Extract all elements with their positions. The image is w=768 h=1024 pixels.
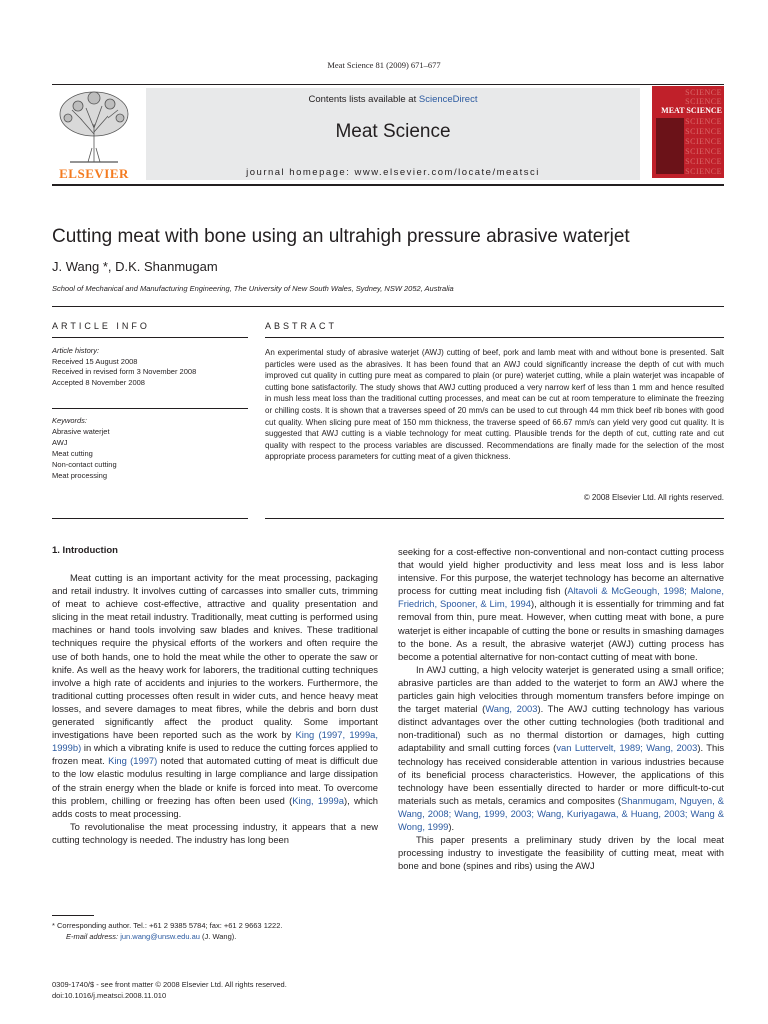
article-title: Cutting meat with bone using an ultrahigh pressure abrasive waterjet	[52, 226, 630, 247]
cover-title: MEAT SCIENCE	[661, 106, 722, 115]
article-history	[52, 346, 248, 388]
footnote-rule	[52, 915, 94, 916]
paragraph: To revolutionalise the meat processing industry, it appears that a new cutting technology is needed. The industry has long been	[52, 820, 378, 845]
cover-word: SCIENCE	[685, 167, 722, 176]
cover-word: SCIENCE	[685, 127, 722, 136]
footnote-email-line	[52, 931, 378, 942]
text-run: ), which adds costs to meat processing.	[52, 794, 378, 819]
running-head: Meat Science 81 (2009) 671–677	[327, 60, 441, 70]
contents-line	[146, 94, 640, 105]
affiliation: School of Mechanical and Manufacturing Engineering, The University of New South Wales, Sydney, NSW 2052, Australia	[52, 284, 454, 293]
abstract-rule	[265, 337, 724, 338]
intro-heading: 1. Introduction	[52, 545, 118, 556]
keywords-list	[52, 415, 248, 481]
abstract-text: An experimental study of abrasive waterjet (AWJ) cutting of beef, pork and lamb meat with and without bone is presented. Salt particles were used as the abrasives. It has been found that an AWJ could significantly increase the depth of cut with much improved cut quality in cutting pure meat as compared to plain (or pure) waterjet cutting, while a plain waterjet was incapable of cutting bone satisfactorily. The study shows that AWJ cutting produced a very narrow kerf of less than 1 mm and hence resulted in mush less meat loss than the traditional cutting processes, and meat can be cut at room temperature to eliminate the freezing or chilling costs. It is shown that a traverses speed of 20 mm/s can be used to cut through 44 mm thick beef rib bones with good cut quality. When slicing pure meat of 150 mm thickness, the traverse speed of 66.67 mm/s can yield very good cut quality. It is suggested that AWJ cutting is a viable technology for meat cutting. Plausible trends for the depth of cut, cutting rate and cut quality with respect to the process variables are discussed. Recommendations are finally made for the selection of the most appropriate process parameters for cutting meat of a given thickness.	[265, 348, 724, 462]
revised-date: Received in revised form 3 November 2008	[52, 367, 197, 376]
keyword: Meat processing	[52, 471, 108, 480]
cover-word: SCIENCE	[685, 97, 722, 106]
citation-link[interactable]: King (1997)	[108, 755, 158, 767]
citation-link[interactable]: King (1997, 1999a, 1999b)	[52, 729, 378, 754]
text-run: noted that automated cutting of meat is difficult due to the low elastic modulus resulting in large compliance and large dissipation of the strain energy when the blade or knife is forced into meat. To overcome this problem, chilling or freezing has often been used (	[52, 755, 379, 806]
keyword: Meat cutting	[52, 449, 93, 458]
text-run: Meat cutting is an important activity for the meat processing, packaging and retail industry. It involves cutting of carcasses into smaller cuts, trimming of meat to achieve cost-effective, attractive and quality presentation and slicing in the meat retail industry. Traditionally, meat cutting is performed using machines or hand tools involving saw blades and knives. These traditional techniques require the physical efforts of the workers and often require the use of both hands, one to hold the meat while the other to operate the saw or knife. As well as the heavy work for laborers, the traditional cutting techniques involve a high rate of accidents and injuries to the workers. Furthermore, the traditional cutting processes often result in wider cuts, and hence heavy meat losses, and severe damages to meat fibres, while the debris and born dust generated significantly affect the product quality. Some important investigations have been reported such as the work by	[52, 572, 378, 741]
issn-block	[52, 980, 452, 1001]
cover-word: SCIENCE	[685, 137, 722, 146]
history-heading: Article history:	[52, 346, 100, 355]
meta-divider	[52, 306, 724, 307]
journal-cover-image[interactable]	[652, 86, 724, 178]
authors: J. Wang *, D.K. Shanmugam	[52, 259, 218, 274]
text-run: ). This technology has received considerable attention in various industries because of its beneficial process characteristics. However, the applications of this technology have been essentially directed to harder or more difficult-to-cut materials such as metals, ceramics and composites (	[398, 742, 725, 806]
contents-prefix: Contents lists available at	[308, 94, 419, 105]
text-run: ). The AWJ cutting technology has various distinct advantages over the other cutting technologies (both traditional and non-traditional) such as no thermal distortion or damages, high cutting adaptability and small cutting forces (	[398, 703, 724, 754]
article-info-rule	[52, 337, 248, 338]
banner-top-rule	[52, 84, 724, 85]
keywords-heading: Keywords:	[52, 416, 88, 425]
email-suffix: (J. Wang).	[199, 932, 237, 941]
cover-word: SCIENCE	[685, 157, 722, 166]
paragraph: This paper presents a preliminary study driven by the local meat processing industry to investigate the feasibility of cutting meat, meat with bone and bone (spines and ribs) using the AWJ	[398, 834, 724, 872]
cover-word: SCIENCE	[685, 88, 722, 97]
cover-word: SCIENCE	[685, 117, 722, 126]
accepted-date: Accepted 8 November 2008	[52, 377, 145, 387]
abstract-bottom-rule	[265, 518, 724, 519]
sciencedirect-link[interactable]: ScienceDirect	[418, 94, 478, 105]
keyword: Abrasive waterjet	[52, 427, 110, 436]
journal-title: Meat Science	[335, 121, 451, 142]
received-date: Received 15 August 2008	[52, 356, 138, 366]
paragraph	[52, 571, 378, 820]
email-link[interactable]: jun.wang@unsw.edu.au	[120, 932, 200, 941]
article-info-label: ARTICLE INFO	[52, 321, 150, 331]
cover-photo	[656, 118, 684, 174]
abstract-copyright: © 2008 Elsevier Ltd. All rights reserved.	[583, 493, 724, 502]
citation-link[interactable]: King, 1999a	[292, 794, 344, 806]
keywords-rule	[52, 408, 248, 409]
paragraph	[398, 545, 724, 663]
citation-link[interactable]: van Luttervelt, 1989; Wang, 2003	[556, 742, 698, 754]
text-run: seeking for a cost-effective non-conventional and non-contact cutting process that would yield higher productivity and less meat loss and is less labor intensive. For this purpose, the waterjet technology has become an alternative process for cutting meat including fish (	[398, 546, 724, 597]
paragraph	[398, 663, 724, 833]
text-run: In AWJ cutting, a high velocity waterjet is generated using a small orifice; abrasive particles are than added to the waterjet to form an AWJ where the particles gain high velocities through momentum transfers before impinge on the target material (	[398, 663, 724, 715]
publisher-wordmark: ELSEVIER	[59, 166, 129, 181]
journal-homepage-link[interactable]: journal homepage: www.elsevier.com/locate/meatsci	[246, 167, 540, 178]
abstract-label: ABSTRACT	[265, 321, 338, 331]
body-column-left	[52, 571, 378, 846]
citation-link[interactable]: Wang, 2003	[485, 703, 538, 715]
cover-word: SCIENCE	[685, 147, 722, 156]
article-info-bottom-rule	[52, 518, 248, 519]
citation-link[interactable]: Altavoli & McGeough, 1998; Malone, Friedrich, Spooner, & Lim, 1994	[398, 585, 724, 610]
citation-link[interactable]: Shanmugam, Nguyen, & Wang, 2008; Wang, 1999, 2003; Wang, Kuriyagawa, & Huang, 2003; Wang & Wong, 1999	[398, 794, 724, 832]
banner-bottom-rule	[52, 184, 724, 186]
footnote	[52, 920, 378, 942]
doi-line[interactable]: doi:10.1016/j.meatsci.2008.11.010	[52, 990, 167, 1000]
front-matter-line: 0309-1740/$ - see front matter © 2008 Elsevier Ltd. All rights reserved.	[52, 980, 287, 989]
body-column-right	[398, 545, 724, 872]
footnote-corresponding: * Corresponding author. Tel.: +61 2 9385 5784; fax: +61 2 9663 1222.	[52, 921, 283, 930]
keyword: Non-contact cutting	[52, 460, 117, 469]
text-run: in which a vibrating knife is used to reduce the cutting forces applied to frozen meat.	[52, 742, 378, 767]
text-run: ).	[448, 820, 455, 832]
elsevier-tree-icon	[52, 88, 136, 164]
email-label: E-mail address:	[66, 932, 121, 941]
keyword: AWJ	[52, 438, 68, 447]
text-run: ), although it is essentially for trimming and fat removal from thin, pure meat. However, when cutting meat with bone, a pure waterjet is either incapable of cutting the bone or results in smashing damages to the bone. As a result, the abrasive waterjet (AWJ) cutting process has become a potential alternative for non-contact cutting of meat with bone.	[398, 598, 725, 662]
